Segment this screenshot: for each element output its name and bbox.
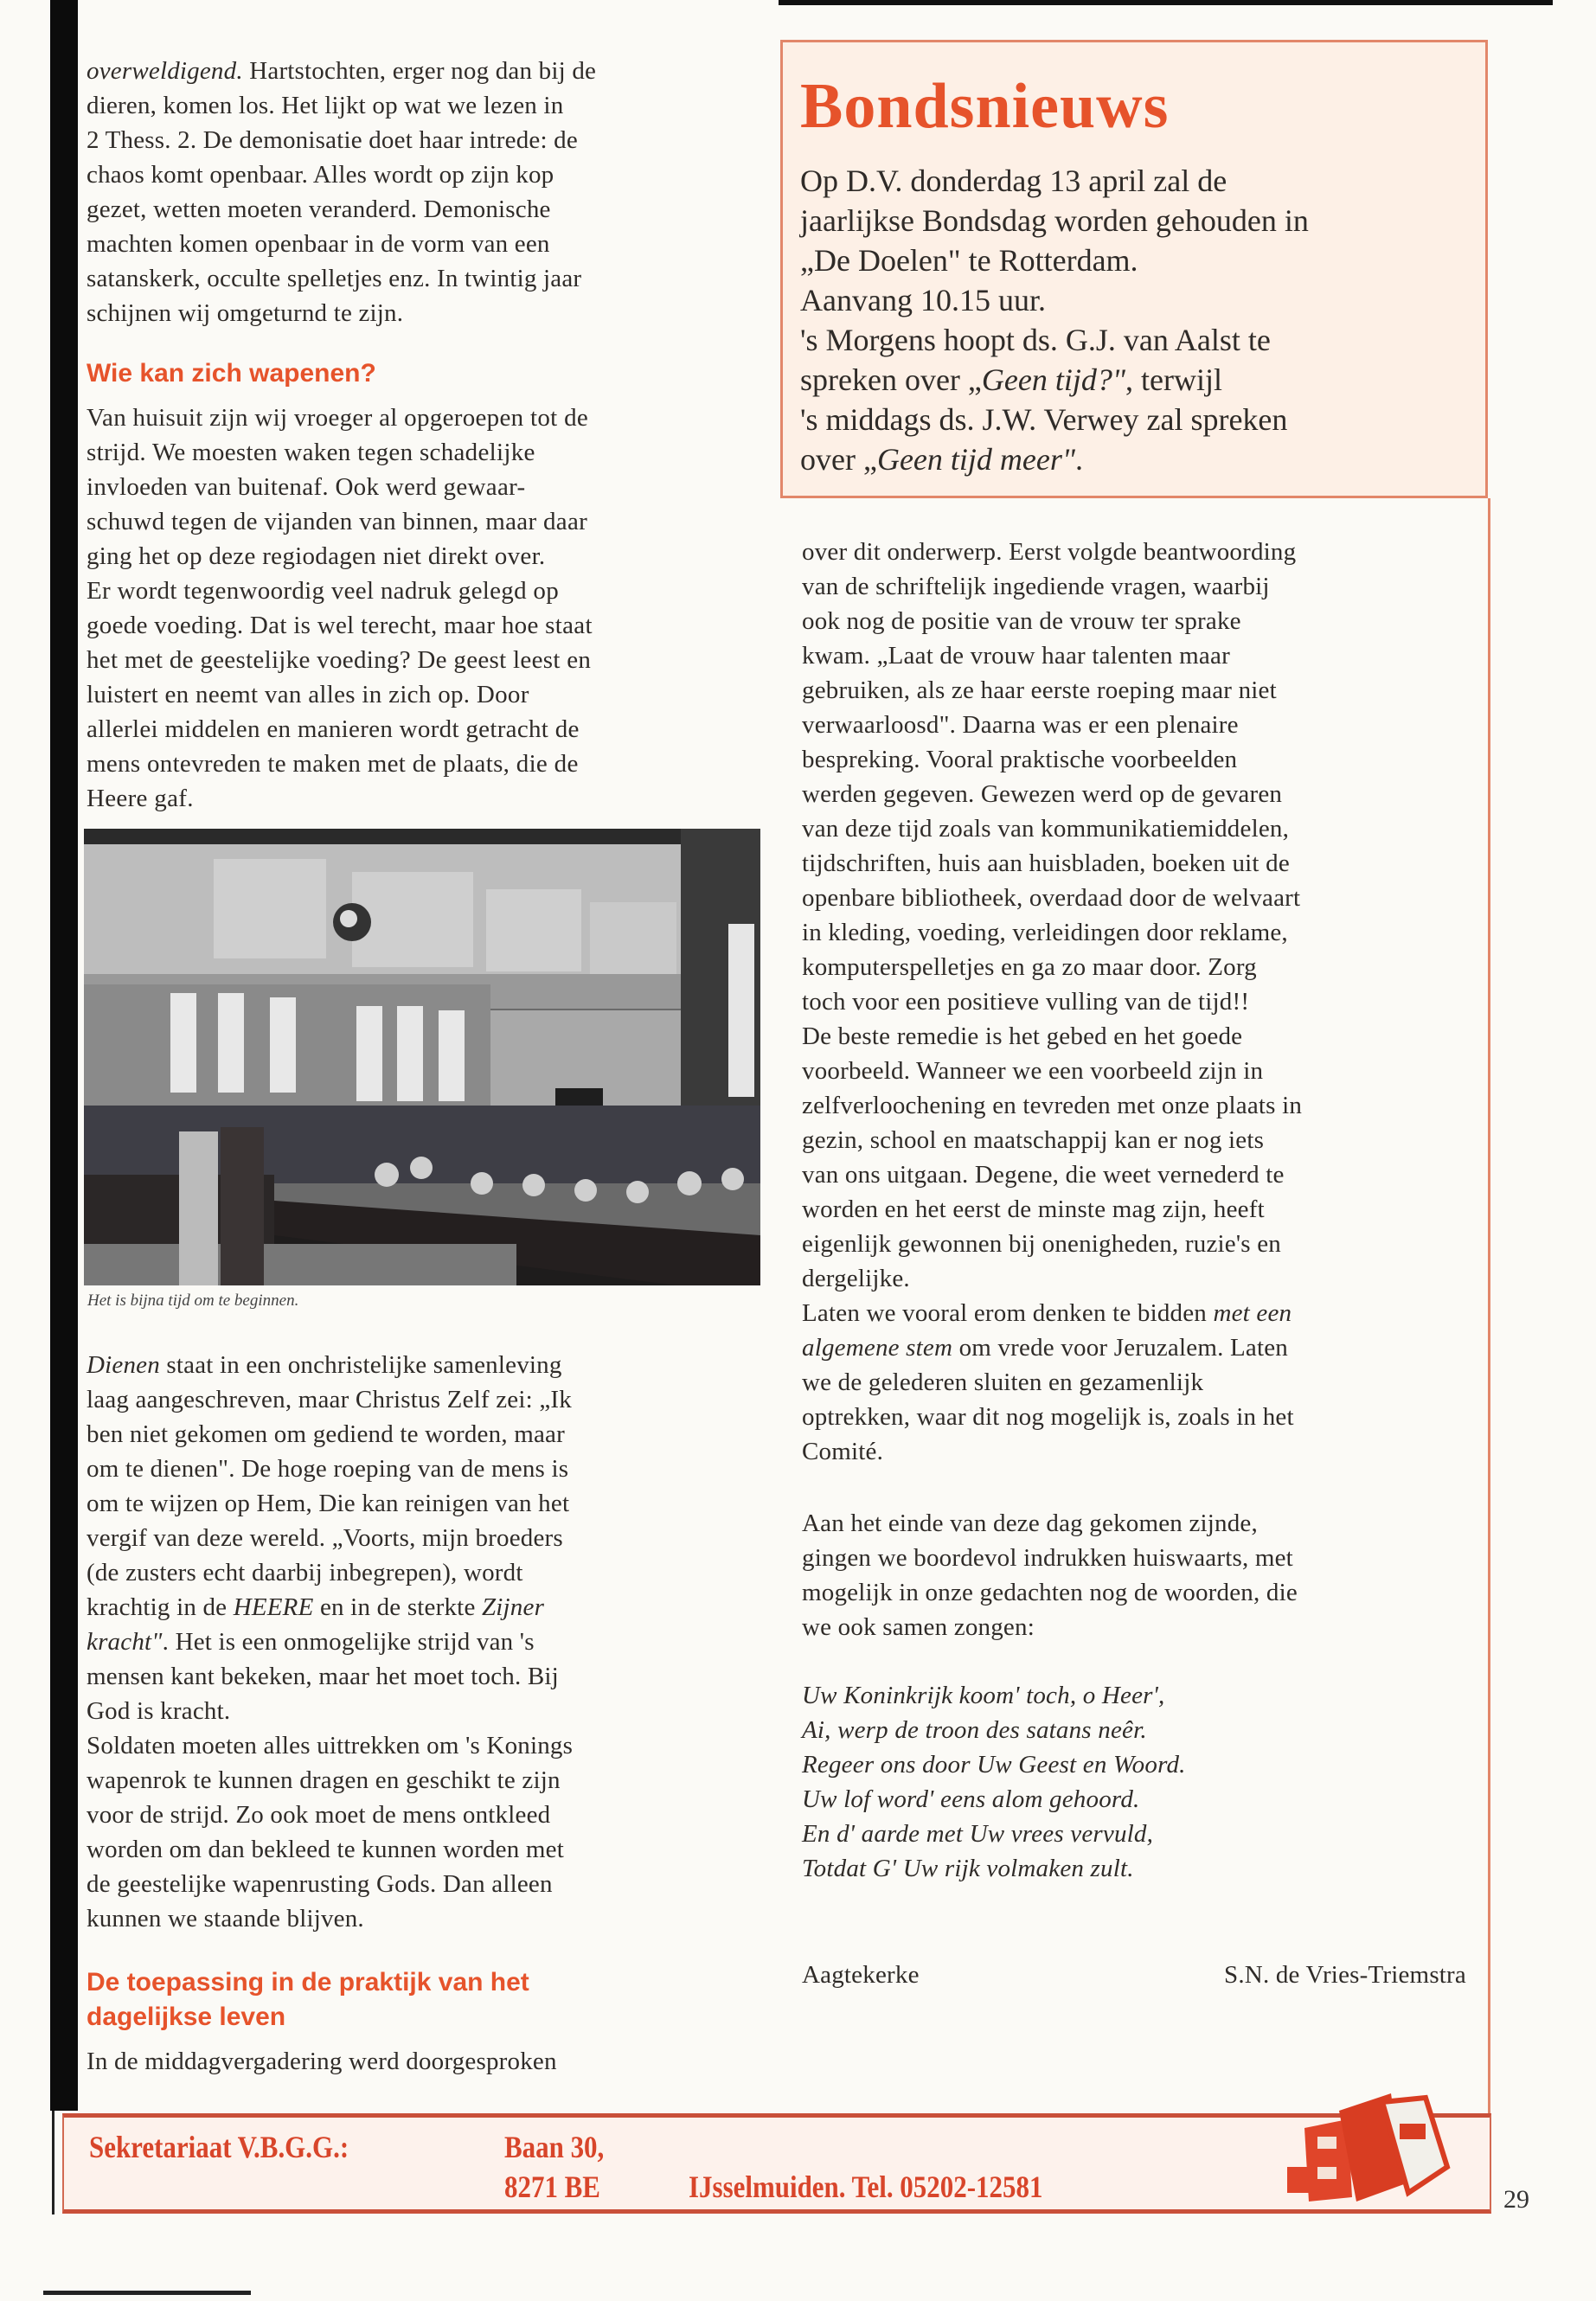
text-line: gezet, wetten moeten veranderd. Demonische [87,195,551,223]
signature-place: Aagtekerke [802,1961,920,1989]
text-line: ben niet gekomen om gediend te worden, maar [87,1420,565,1448]
text-line: om te dienen". De hoge roeping van de mens is [87,1455,569,1483]
text-run: . Het is een onmogelijke strijd van 's [162,1628,535,1656]
text-line: gebruiken, als ze haar eerste roeping maar niet [802,676,1277,704]
text-line: tijdschriften, huis aan huisbladen, boeken uit de [802,849,1290,877]
left-paragraph-4 [87,2044,557,2079]
text-line: toch voor een positieve vulling van de tijd!! [802,988,1250,1016]
italic-text: Dienen [87,1351,160,1379]
text-line: Aanvang 10.15 uur. [800,283,1046,317]
text-line: schijnen wij omgeturnd te zijn. [87,299,404,327]
text-line [800,439,1309,479]
text-run: staat in een onchristelijke samenleving [159,1351,562,1379]
italic-text: En d' aarde met Uw vrees vervuld, [802,1820,1154,1848]
footer-city-phone: IJsselmuiden. Tel. 05202-12581 [689,2170,1043,2204]
italic-text: Geen tijd meer" [876,442,1075,477]
text-line: (de zusters echt daarbij inbegrepen), wordt [87,1559,523,1586]
text-line: allerlei middelen en manieren wordt getracht de [87,715,580,743]
text-line: De beste remedie is het gebed en het goede [802,1022,1243,1050]
text-line: Heere gaf. [87,785,194,812]
text-line: Van huisuit zijn wij vroeger al opgeroepen tot de [87,404,589,432]
italic-text: Uw Koninkrijk koom' toch, o Heer', [802,1682,1165,1709]
text-line: mogelijk in onze gedachten nog de woorden, die [802,1579,1298,1606]
italic-text: algemene stem [802,1334,953,1362]
text-line: gezin, school en maatschappij kan er nog iets [802,1126,1265,1154]
italic-text: overweldigend. [87,57,243,85]
text-run: . [1075,442,1083,477]
text-line: luistert en neemt van alles in zich op. Door [87,681,529,708]
text-line: In de middagvergadering werd doorgesproken [87,2048,557,2075]
text-line: ging het op deze regiodagen niet direkt over. [87,542,546,570]
right-paragraph-3 [802,1506,1298,1644]
text-line: Soldaten moeten alles uittrekken om 's Konings [87,1732,574,1759]
text-line: kunnen we staande blijven. [87,1905,364,1932]
text-line: van ons uitgaan. Degene, die weet vernederd te [802,1161,1285,1189]
text-line [802,1782,1186,1817]
text-line: Op D.V. donderdag 13 april zal de [800,163,1227,198]
text-line: dieren, komen los. Het lijkt op wat we lezen in [87,92,564,119]
text-line: we de gelederen sluiten en gezamenlijk [802,1368,1204,1396]
page-edge-shadow [50,0,78,2111]
photo-image [84,829,760,1285]
text-run: om vrede voor Jeruzalem. Laten [952,1334,1288,1362]
text-line: De toepassing in de praktijk van het [87,1968,529,1997]
text-line: Aan het einde van deze dag gekomen zijnde, [802,1509,1258,1537]
scan-edge-mark [43,2291,251,2295]
text-run: spreken over „ [800,362,982,397]
text-line: openbare bibliotheek, overdaad door de welvaart [802,884,1301,912]
text-line: kwam. „Laat de vrouw haar talenten maar [802,642,1230,670]
text-line [802,1747,1186,1782]
text-line: voorbeeld. Wanneer we een voorbeeld zijn in [802,1057,1264,1085]
text-run: Laten we vooral erom denken te bidden [802,1299,1214,1327]
text-line: invloeden van buitenaf. Ook werd gewaar- [87,473,526,501]
left-paragraph-3 [87,1348,573,1936]
text-line [802,1851,1186,1886]
text-line: 's Morgens hoopt ds. G.J. van Aalst te [800,323,1271,357]
italic-text: Geen tijd?" [981,362,1125,397]
text-line: over dit onderwerp. Eerst volgde beantwoording [802,538,1297,566]
text-line: mens ontevreden te maken met de plaats, die de [87,750,579,778]
text-run: en in de sterkte [313,1593,482,1621]
right-column-rule [1488,498,1490,2114]
signature-author: S.N. de Vries-Triemstra [1224,1961,1466,1989]
text-line: 's middags ds. J.W. Verwey zal spreken [800,402,1288,437]
text-line [87,54,596,88]
text-line [802,1330,1294,1365]
text-line: satanskerk, occulte spelletjes enz. In twintig jaar [87,265,582,292]
text-line: God is kracht. [87,1697,231,1725]
text-line: voor de strijd. Zo ook moet de mens ontkleed [87,1801,551,1829]
text-run: Hartstochten, erger nog dan bij de [242,57,597,85]
text-line: eigenlijk gewonnen bij onenigheden, ruzie's en [802,1230,1281,1258]
italic-text: Totdat G' Uw rijk volmaken zult. [802,1855,1134,1882]
books-logo-icon [1287,2085,1460,2206]
left-paragraph-2 [87,401,593,816]
text-run: over „ [800,442,877,477]
text-line [800,360,1309,400]
page-edge-line [52,2111,54,2214]
photo-caption: Het is bijna tijd om te beginnen. [87,1292,299,1310]
italic-text: Ai, werp de troon des satans neêr. [802,1716,1147,1744]
text-line: goede voeding. Dat is wel terecht, maar hoe staat [87,612,593,639]
text-line: de geestelijke wapenrusting Gods. Dan alleen [87,1870,553,1898]
text-line [87,1625,573,1659]
text-line: wapenrok te kunnen dragen en geschikt te zijn [87,1766,561,1794]
text-line: van de schriftelijk ingediende vragen, waarbij [802,573,1270,600]
text-line: vergif van deze wereld. „Voorts, mijn broeders [87,1524,563,1552]
bondsnieuws-title: Bondsnieuws [800,71,1170,142]
text-line: het met de geestelijke voeding? De geest leest en [87,646,592,674]
italic-text: HEERE [233,1593,314,1621]
text-line: 2 Thess. 2. De demonisatie doet haar intrede: de [87,126,578,154]
italic-text: Regeer ons door Uw Geest en Woord. [802,1751,1186,1779]
text-line [802,1713,1186,1747]
text-line: verwaarloosd". Daarna was er een plenaire [802,711,1239,739]
text-run: krachtig in de [87,1593,234,1621]
text-line [802,1678,1186,1713]
text-line: schuwd tegen de vijanden van binnen, maar daar [87,508,588,535]
page-number: 29 [1503,2185,1529,2214]
text-line: Er wordt tegenwoordig veel nadruk gelegd op [87,577,560,605]
text-line: „De Doelen" te Rotterdam. [800,243,1138,278]
text-line: strijd. We moesten waken tegen schadelijke [87,439,535,466]
text-line: bespreking. Vooral praktische voorbeelden [802,746,1238,773]
text-run: , terwijl [1125,362,1222,397]
text-line: om te wijzen op Hem, Die kan reinigen van het [87,1490,570,1517]
text-line [87,1590,573,1625]
text-line [802,1296,1294,1330]
text-line: laag aangeschreven, maar Christus Zelf zei: „Ik [87,1386,572,1413]
church-interior-photo [84,829,760,1285]
text-line: we ook samen zongen: [802,1613,1035,1641]
text-line: jaarlijkse Bondsdag worden gehouden in [800,203,1309,238]
text-line: machten komen openbaar in de vorm van een [87,230,550,258]
bondsnieuws-announcement [800,161,1309,479]
text-line: werden gegeven. Gewezen werd op de gevaren [802,780,1283,808]
right-paragraph-2 [802,1296,1294,1469]
text-line [87,1348,573,1382]
text-line: dergelijke. [802,1265,910,1292]
heading-toepassing [87,1965,529,2035]
text-line: zelfverloochening en tevreden met onze plaats in [802,1092,1303,1119]
text-line: worden en het eerst de minste mag zijn, heeft [802,1195,1265,1223]
text-line: chaos komt openbaar. Alles wordt op zijn kop [87,161,554,189]
italic-text: Uw lof word' eens alom gehoord. [802,1785,1140,1813]
text-line: ook nog de positie van de vrouw ter sprake [802,607,1241,635]
text-line: komputerspelletjes en ga zo maar door. Zorg [802,953,1257,981]
text-line: worden om dan bekleed te kunnen worden met [87,1836,564,1863]
footer-address-street: Baan 30, [504,2130,605,2164]
text-line [802,1817,1186,1851]
text-line: dagelijkse leven [87,2003,286,2031]
footer-label: Sekretariaat V.B.G.G.: [89,2130,349,2164]
left-paragraph-1 [87,54,596,330]
heading-wie-kan-zich-wapenen: Wie kan zich wapenen? [87,359,376,388]
text-line: van deze tijd zoals van kommunikatiemiddelen, [802,815,1290,843]
text-line: mensen kant bekeken, maar het moet toch. Bij [87,1663,559,1690]
text-line: Comité. [802,1438,884,1465]
text-line: gingen we boordevol indrukken huiswaarts, met [802,1544,1293,1572]
right-paragraph-1 [802,535,1302,1296]
italic-text: met een [1213,1299,1292,1327]
italic-text: Zijner [481,1593,545,1621]
footer-postcode: 8271 BE [504,2170,600,2204]
text-line: in kleding, voeding, verleidingen door reklame, [802,919,1288,946]
scan-edge-top [779,0,1553,5]
text-line: optrekken, waar dit nog mogelijk is, zoals in het [802,1403,1294,1431]
italic-text: kracht" [87,1628,163,1656]
psalm-verse [802,1678,1186,1886]
